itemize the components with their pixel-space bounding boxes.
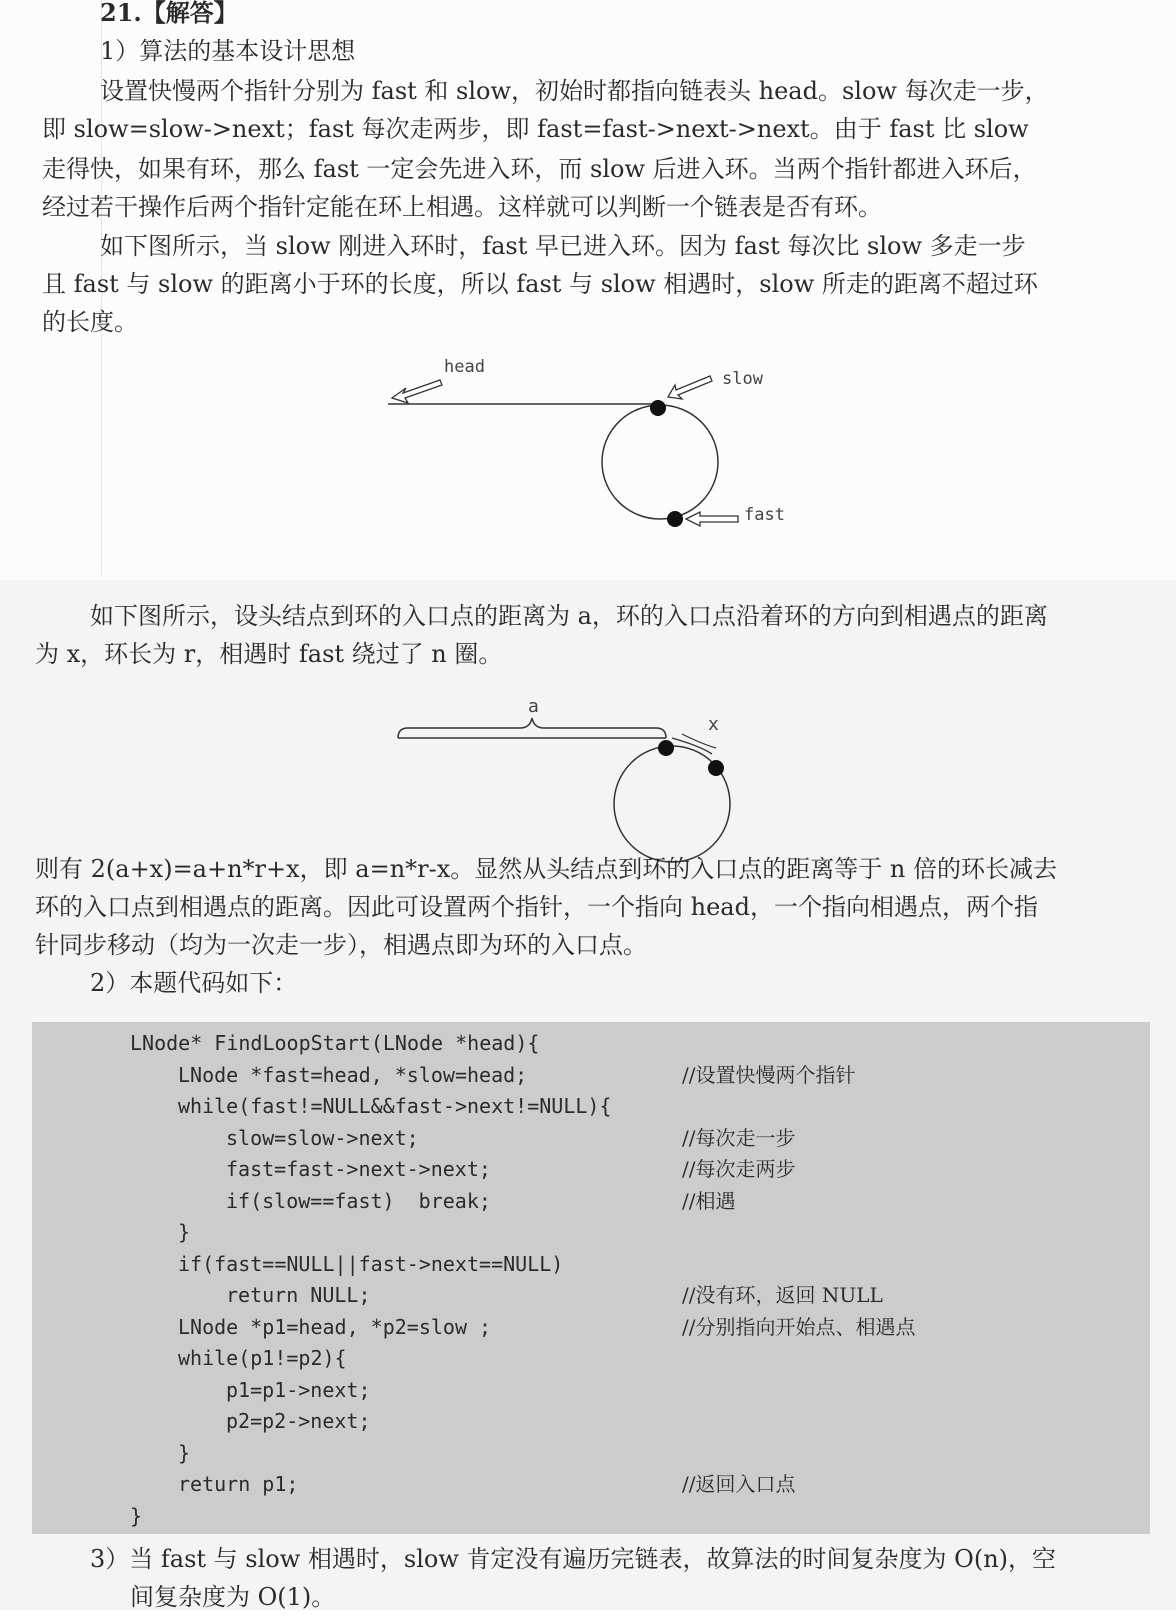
x-label: x (708, 714, 719, 735)
meet-node (708, 760, 724, 776)
code-line: LNode *p1=head, *p2=slow ; (178, 1314, 492, 1339)
code-line: while(p1!=p2){ (178, 1346, 347, 1370)
para1-line: 经过若干操作后两个指针定能在环上相遇。这样就可以判断一个链表是否有环。 (42, 193, 882, 221)
code-comment: //返回入口点 (682, 1472, 796, 1496)
part3-line: 间复杂度为 O(1)。 (130, 1583, 336, 1611)
code-line: if(slow==fast) break; (226, 1188, 491, 1213)
slow-arrow-icon (668, 376, 712, 399)
para4-line: 环的入口点到相遇点的距离。因此可设置两个指针，一个指向 head，一个指向相遇点，两个指 (35, 893, 1038, 921)
a-label: a (528, 696, 539, 717)
code-line: return p1; (178, 1472, 299, 1496)
slow-node (650, 400, 666, 416)
code-comment: //每次走一步 (682, 1125, 796, 1150)
fast-node (667, 511, 683, 527)
code-line: } (130, 1503, 143, 1528)
para1-line: 走得快，如果有环，那么 fast 一定会先进入环，而 slow 后进入环。当两个指针都进入环后， (42, 155, 1037, 183)
code-line: slow=slow->next; (226, 1125, 419, 1150)
code-line: LNode* FindLoopStart(LNode *head){ (130, 1031, 540, 1055)
para2-line: 且 fast 与 slow 的距离小于环的长度，所以 fast 与 slow 相遇时，slow 所走的距离不超过环 (42, 270, 1038, 298)
code-line: fast=fast->next->next; (226, 1157, 491, 1181)
code-comment: //设置快慢两个指针 (682, 1062, 856, 1087)
head-label: head (444, 357, 485, 377)
part1-title: 1）算法的基本设计思想 (100, 37, 356, 65)
head-arrow-icon (392, 380, 442, 403)
x-brace-outer (682, 734, 716, 748)
a-brace (398, 718, 666, 738)
fast-label: fast (744, 505, 785, 525)
code-comment: //相遇 (682, 1188, 736, 1213)
code-block (32, 1022, 1150, 1534)
code-line: return NULL; (226, 1283, 371, 1307)
code-comment: //每次走两步 (682, 1157, 796, 1181)
cycle-distance-figure (390, 690, 770, 870)
code-line: } (178, 1440, 191, 1465)
para3-line: 为 x，环长为 r，相遇时 fast 绕过了 n 圈。 (35, 640, 503, 668)
code-comment: //没有环，返回 NULL (682, 1283, 883, 1307)
para2-line: 的长度。 (42, 308, 138, 336)
para4-line: 针同步移动（均为一次走一步），相遇点即为环的入口点。 (35, 931, 647, 959)
code-comment: //分别指向开始点、相遇点 (682, 1314, 916, 1339)
slow-label: slow (722, 369, 763, 389)
para1-line: 设置快慢两个指针分别为 fast 和 slow，初始时都指向链表头 head。slow 每次走一步， (100, 77, 1049, 105)
code-line: while(fast!=NULL&&fast->next!=NULL){ (178, 1094, 612, 1118)
fast-arrow-icon (686, 512, 738, 526)
para3-line: 如下图所示，设头结点到环的入口点的距离为 a，环的入口点沿着环的方向到相遇点的距离 (90, 602, 1048, 630)
cycle-ring (602, 405, 718, 519)
code-line: p1=p1->next; (226, 1377, 371, 1402)
para1-line: 即 slow=slow->next；fast 每次走两步，即 fast=fast->next->next。由于 fast 比 slow (42, 115, 1029, 143)
part3-line: 3）当 fast 与 slow 相遇时，slow 肯定没有遍历完链表，故算法的时间复杂度为 O(n)，空 (90, 1545, 1057, 1573)
linked-list-cycle-figure (370, 352, 810, 542)
code-line: if(fast==NULL||fast->next==NULL) (178, 1251, 564, 1276)
part2-title: 2）本题代码如下： (90, 969, 298, 997)
code-line: p2=p2->next; (226, 1409, 371, 1433)
answer-heading: 21.【解答】 (100, 0, 238, 27)
code-line: } (178, 1220, 191, 1244)
code-line: LNode *fast=head, *slow=head; (178, 1062, 528, 1087)
para4-line: 则有 2(a+x)=a+n*r+x，即 a=n*r-x。显然从头结点到环的入口点的距离等于 n 倍的环长减去 (35, 855, 1058, 883)
entry-node (658, 740, 674, 756)
para2-line: 如下图所示，当 slow 刚进入环时，fast 早已进入环。因为 fast 每次比 slow 多走一步 (100, 232, 1026, 260)
